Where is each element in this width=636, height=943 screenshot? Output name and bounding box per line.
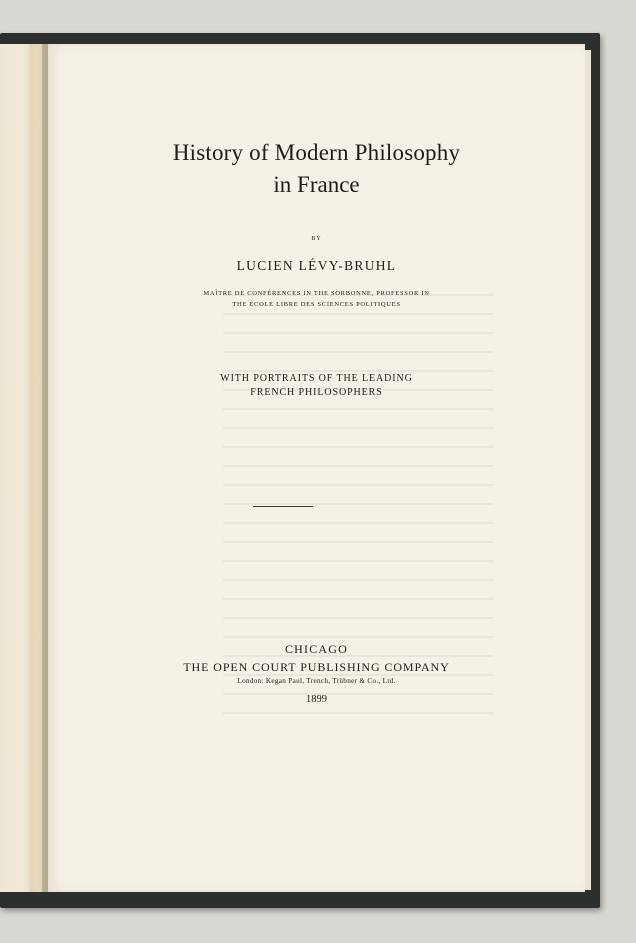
london-imprint: London: Kegan Paul, Trench, Trübner & Co., Ltd. (237, 677, 396, 685)
divider-rule (253, 506, 313, 507)
publisher-name: THE OPEN COURT PUBLISHING COMPANY (183, 660, 450, 674)
author-name: LUCIEN LÉVY-BRUHL (236, 258, 397, 273)
publication-year: 1899 (306, 694, 327, 705)
book-title-line-1: History of Modern Philosophy (172, 140, 461, 165)
by-line: BY (311, 236, 322, 242)
portraits-note-line-1: WITH PORTRAITS OF THE LEADING (220, 373, 413, 384)
page-edges (585, 50, 591, 890)
title-page (48, 44, 585, 892)
portraits-note-line-2: FRENCH PHILOSOPHERS (250, 387, 383, 398)
author-affiliation-line-1: MAÎTRE DE CONFÉRENCES IN THE SORBONNE, PROFESSOR IN (203, 290, 430, 297)
author-affiliation-line-2: THE ÉCOLE LIBRE DES SCIENCES POLITIQUES (232, 301, 401, 308)
imprint-city: CHICAGO (284, 642, 349, 656)
book-title-line-2: in France (273, 172, 360, 197)
